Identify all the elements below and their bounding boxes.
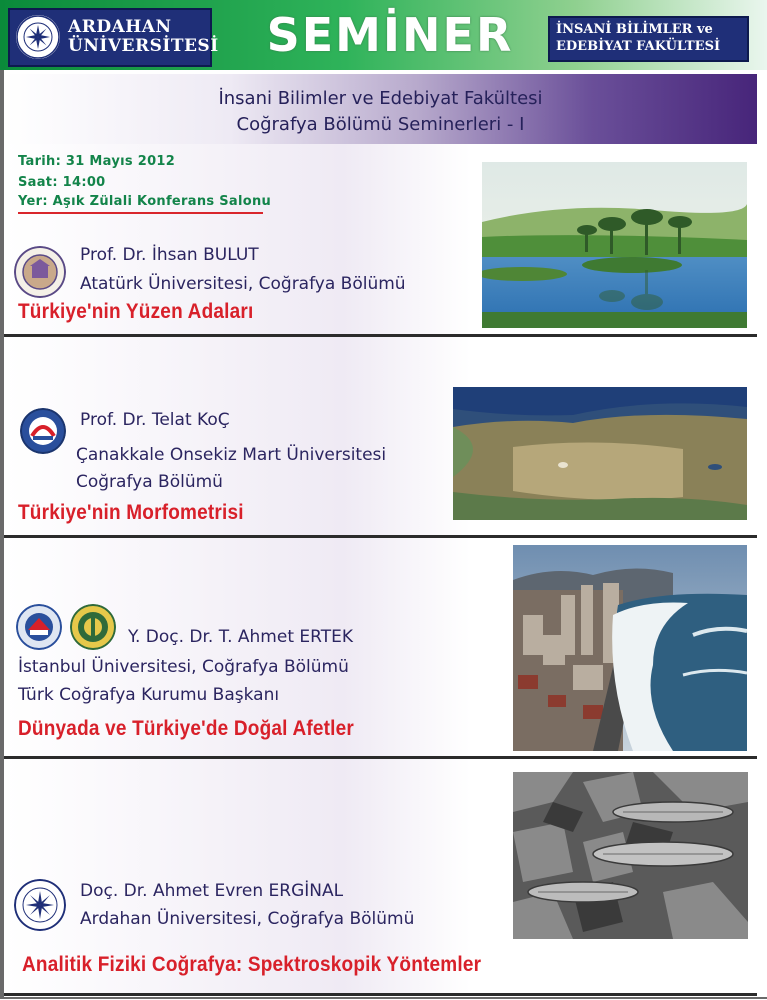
electron-microscope-photo: [513, 772, 748, 939]
faculty-name-line2: EDEBİYAT FAKÜLTESİ: [556, 39, 721, 54]
event-date: Tarih: 31 Mayıs 2012: [18, 154, 176, 169]
subtitle-banner: [4, 74, 757, 144]
speaker-2-department: Coğrafya Bölümü: [76, 472, 223, 492]
place-underline: [18, 212, 263, 214]
university-name-line2: ÜNİVERSİTESİ: [68, 36, 219, 56]
ardahan-university-seal-icon: [14, 879, 66, 931]
speaker-2-affiliation: Çanakkale Onsekiz Mart Üniversitesi: [76, 445, 387, 465]
speaker-2-name: Prof. Dr. Telat KoÇ: [80, 410, 230, 430]
section-separator-4: [4, 993, 757, 996]
speaker-1-affiliation: Atatürk Üniversitesi, Coğrafya Bölümü: [80, 274, 406, 294]
event-place: Yer: Aşık Zülali Konferans Salonu: [18, 194, 272, 209]
floating-islands-photo: [482, 162, 747, 328]
poster-title: SEMİNER: [266, 8, 514, 62]
speaker-4-name: Doç. Dr. Ahmet Evren ERGİNAL: [80, 881, 344, 901]
speaker-4-affiliation: Ardahan Üniversitesi, Coğrafya Bölümü: [80, 909, 415, 929]
speaker-1-name: Prof. Dr. İhsan BULUT: [80, 245, 259, 265]
ataturk-university-seal-icon: [14, 246, 66, 298]
university-logo-box: [8, 8, 219, 67]
canakkale-university-seal-icon: [20, 408, 66, 454]
faculty-name-line1: İNSANİ BİLİMLER ve: [556, 22, 713, 37]
banner-line2: Coğrafya Bölümü Seminerleri - I: [236, 114, 525, 135]
university-name: [68, 18, 219, 56]
talk-4-title: Analitik Fiziki Coğrafya: Spektroskopik Yöntemler: [22, 953, 482, 977]
speaker-3-role: Türk Coğrafya Kurumu Başkanı: [18, 685, 280, 705]
speaker-3-affiliation: İstanbul Üniversitesi, Coğrafya Bölümü: [18, 657, 349, 677]
university-name-line1: ARDAHAN: [68, 17, 172, 37]
talk-2-title: Türkiye'nin Morfometrisi: [18, 501, 244, 525]
speaker-3-name: Y. Doç. Dr. T. Ahmet ERTEK: [128, 627, 353, 647]
talk-3-title: Dünyada ve Türkiye'de Doğal Afetler: [18, 717, 355, 741]
university-seal-icon: [16, 15, 60, 59]
event-time: Saat: 14:00: [18, 175, 106, 190]
turkey-satellite-map: [453, 387, 747, 520]
tsunami-city-photo: [513, 545, 747, 751]
istanbul-university-seal-icon: [16, 604, 62, 650]
faculty-box: [548, 16, 749, 62]
talk-1-title: Türkiye'nin Yüzen Adaları: [18, 300, 254, 324]
faculty-name: [556, 21, 720, 55]
banner-line1: İnsani Bilimler ve Edebiyat Fakültesi: [218, 88, 543, 109]
turkish-geography-society-seal-icon: [70, 604, 116, 650]
